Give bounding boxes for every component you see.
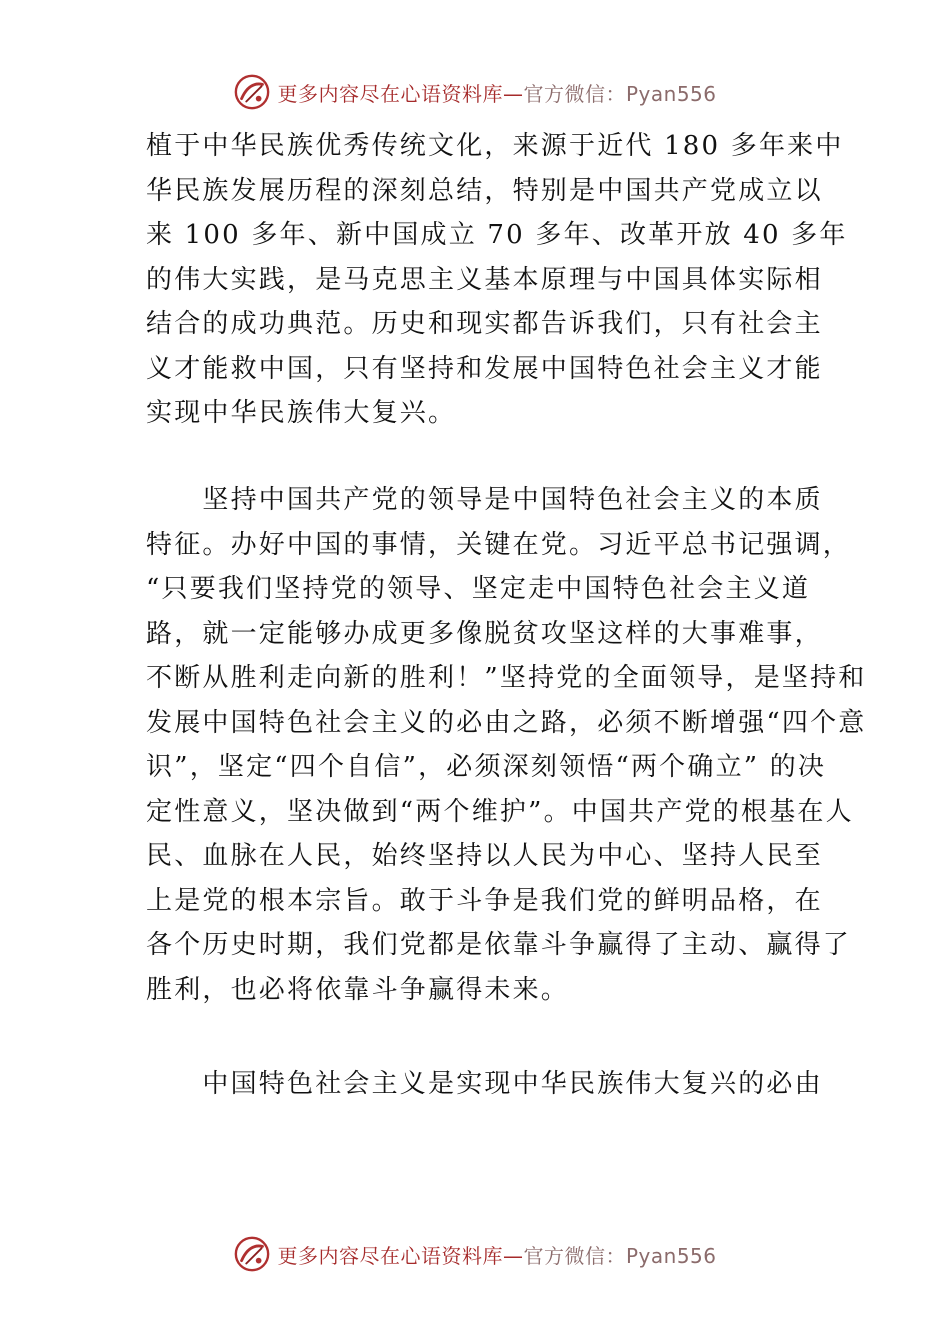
text-line: 胜利，也必将依靠斗争赢得未来。 [146, 974, 570, 1005]
footer-banner-text [277, 1240, 716, 1269]
footer-banner [0, 1232, 950, 1276]
text-line: 不断从胜利走向新的胜利！”坚持党的全面领导，是坚持和 [146, 663, 867, 693]
text-line: 义才能救中国，只有坚持和发展中国特色社会主义才能 [146, 353, 823, 384]
text-line: 中国特色社会主义是实现中华民族伟大复兴的必由 [146, 1069, 823, 1099]
header-banner [0, 70, 950, 114]
footer-banner-wechat: 官方微信： [523, 1243, 626, 1268]
text-line: 植于中华民族优秀传统文化，来源于近代 180 多年来中 [146, 131, 844, 161]
text-line: 发展中国特色社会主义的必由之路，必须不断增强“四个意 [146, 707, 867, 738]
text-line: 识”，坚定“四个自信”，必须深刻领悟“两个确立” 的决 [146, 752, 827, 782]
logo-icon [233, 73, 271, 111]
header-banner-wechat: 官方微信： [523, 81, 626, 106]
header-banner-text [277, 78, 716, 107]
text-line: 上是党的根本宗旨。敢于斗争是我们党的鲜明品格，在 [146, 885, 823, 916]
header-banner-dash: — [502, 81, 524, 106]
text-line: 华民族发展历程的深刻总结，特别是中国共产党成立以 [146, 175, 823, 206]
text-line: 定性意义，坚决做到“两个维护”。中国共产党的根基在人 [146, 796, 854, 827]
logo-icon [233, 1235, 271, 1273]
header-banner-main: 更多内容尽在心语资料库 [277, 81, 503, 106]
text-line: 各个历史时期，我们党都是依靠斗争赢得了主动、赢得了 [146, 930, 852, 960]
text-line: 结合的成功典范。历史和现实都告诉我们，只有社会主 [146, 309, 823, 339]
paragraph-3 [146, 1062, 826, 1107]
footer-banner-main: 更多内容尽在心语资料库 [277, 1243, 503, 1268]
text-line: 实现中华民族伟大复兴。 [146, 398, 457, 428]
footer-banner-id: Pyan556 [625, 1243, 717, 1268]
text-line: 坚持中国共产党的领导是中国特色社会主义的本质 [146, 485, 823, 515]
text-line: “只要我们坚持党的领导、坚定走中国特色社会主义道 [146, 574, 811, 604]
paragraph-2 [146, 478, 867, 1012]
header-banner-id: Pyan556 [625, 81, 717, 106]
paragraph-1 [146, 124, 848, 436]
text-line: 的伟大实践，是马克思主义基本原理与中国具体实际相 [146, 264, 823, 295]
text-line: 民、血脉在人民，始终坚持以人民为中心、坚持人民至 [146, 841, 823, 871]
text-line: 来 100 多年、新中国成立 70 多年、改革开放 40 多年 [146, 220, 848, 250]
text-line: 特征。办好中国的事情，关键在党。习近平总书记强调， [146, 529, 852, 560]
text-line: 路，就一定能够办成更多像脱贫攻坚这样的大事难事， [146, 618, 823, 649]
footer-banner-dash: — [502, 1243, 524, 1268]
